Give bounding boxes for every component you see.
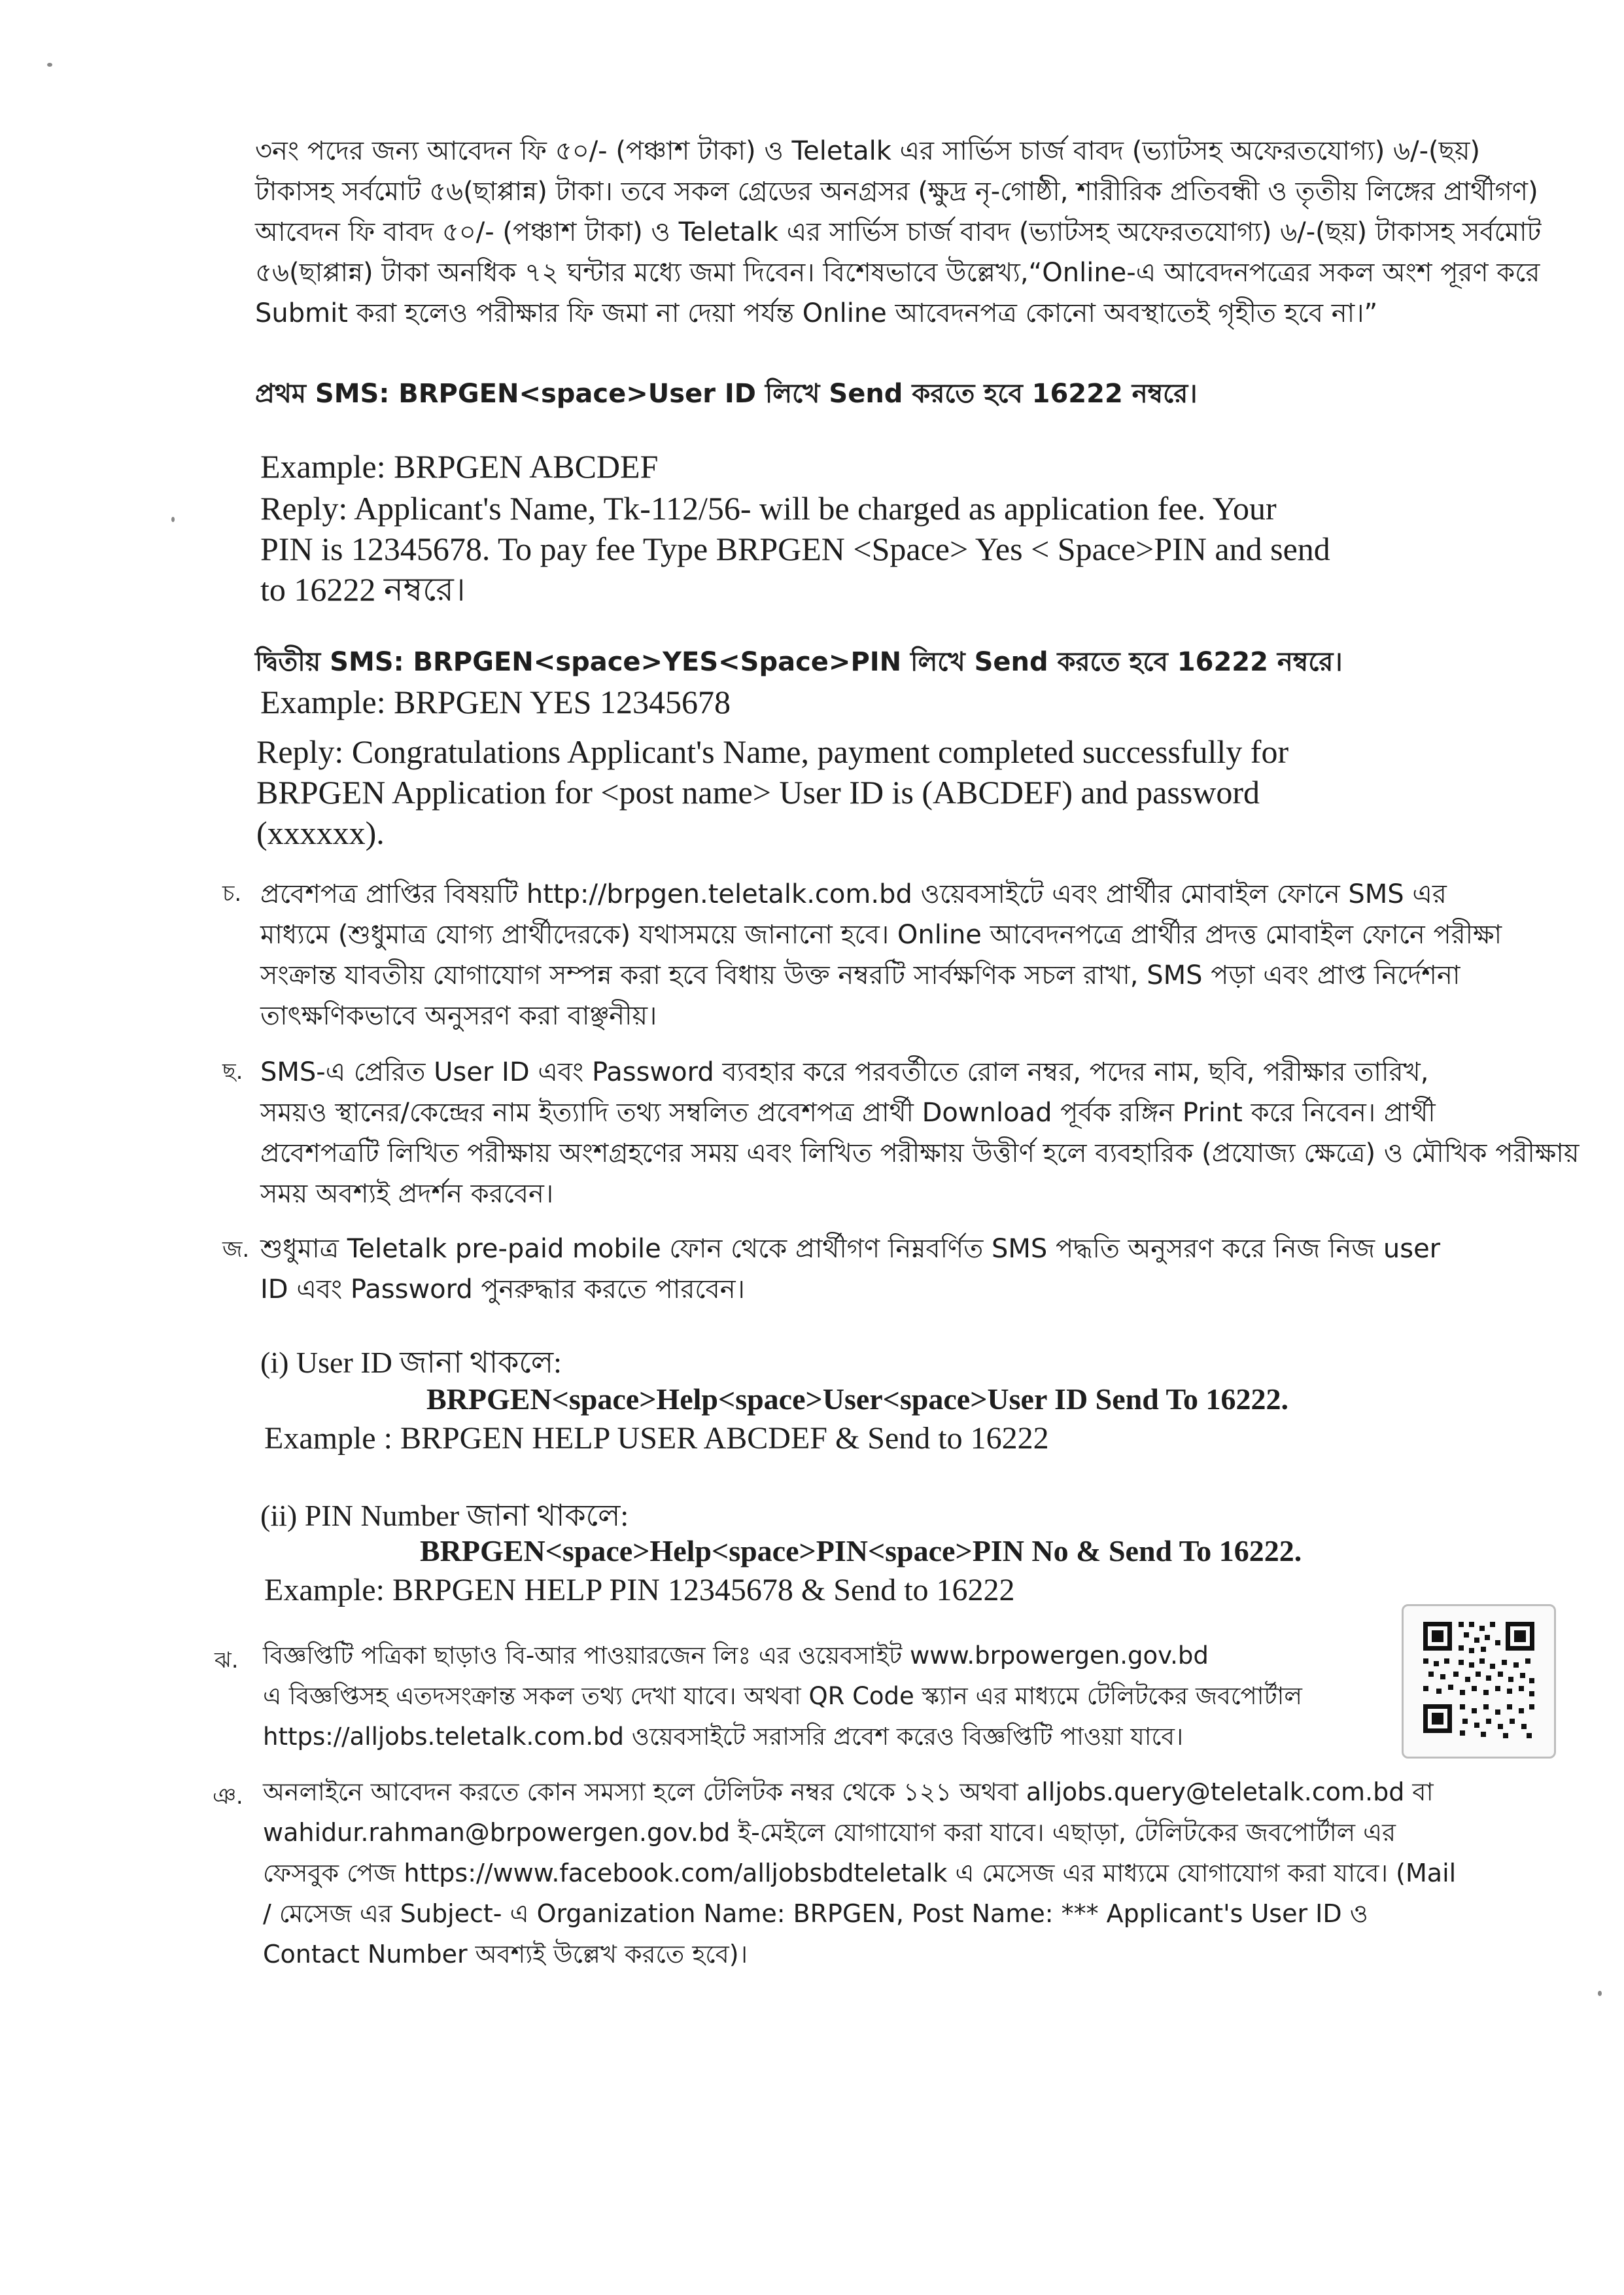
item-cha-line: সংক্রান্ত যাবতীয় যোগাযোগ সম্পন্ন করা হবে বিধায় উক্ত নম্বরটি সার্বক্ষণিক সচল রাখা, SMS পড়া এবং প্রাপ্ত নির্দেশনা: [260, 960, 1460, 990]
intro-line: ৫৬(ছাপ্পান্ন) টাকা অনধিক ৭২ ঘন্টার মধ্যে জমা দিবেন। বিশেষভাবে উল্লেখ্য,“Online-এ আবেদনপত্রের সকল অংশ পূরণ করে: [255, 258, 1540, 288]
sms1-reply: [260, 488, 1330, 610]
intro-line: ৩নং পদের জন্য আবেদন ফি ৫০/- (পঞ্চাশ টাকা) ও Teletalk এর সার্ভিস চার্জ বাবদ (ভ্যাটসহ অফেরতযোগ্য) ৬/-(ছয়): [255, 136, 1481, 166]
item-chha-text: [260, 1052, 1580, 1214]
intro-line: Submit করা হলেও পরীক্ষার ফি জমা না দেয়া পর্যন্ত Online আবেদনপত্র কোনো অবস্থাতেই গৃহীত হবে না।”: [255, 298, 1378, 328]
ja-sub1-label: (i) User ID জানা থাকলে:: [260, 1346, 562, 1379]
item-nya-line: অনলাইনে আবেদন করতে কোন সমস্যা হলে টেলিটক নম্বর থেকে ১২১ অথবা alljobs.query@teletalk.com.bd বা: [263, 1778, 1434, 1806]
sms1-reply-line: PIN is 12345678. To pay fee Type BRPGEN <Space> Yes < Space>PIN and send: [260, 531, 1330, 567]
sms1-reply-line: Reply: Applicant's Name, Tk-112/56- will be charged as application fee. Your: [260, 490, 1277, 527]
item-marker-jha: ঝ.: [215, 1647, 239, 1673]
item-nya-line: ফেসবুক পেজ https://www.facebook.com/alljobsbdteletalk এ মেসেজ এর মাধ্যমে যোগাযোগ করা যাবে। (Mail: [263, 1859, 1457, 1887]
sms1-reply-line: to 16222 নম্বরে।: [260, 571, 466, 608]
item-cha-line: মাধ্যমে (শুধুমাত্র যোগ্য প্রার্থীদেরকে) যথাসময়ে জানানো হবে। Online আবেদনপত্রে প্রার্থীর প্রদত্ত মোবাইল ফোনে পরীক্ষা: [260, 920, 1502, 950]
item-jha-line: https://alljobs.teletalk.com.bd ওয়েবসাইটে সরাসরি প্রবেশ করেও বিজ্ঞপ্তিটি পাওয়া যাবে।: [263, 1723, 1184, 1751]
sms2-reply-line: (xxxxxx).: [256, 815, 385, 851]
item-nya-line: Contact Number অবশ্যই উল্লেখ করতে হবে)।: [263, 1940, 748, 1969]
item-cha-line: প্রবেশপত্র প্রাপ্তির বিষয়টি http://brpgen.teletalk.com.bd ওয়েবসাইটে এবং প্রার্থীর মোবাইল ফোনে SMS এর: [260, 879, 1447, 909]
item-ja-text: [260, 1229, 1552, 1310]
item-marker-nya: ঞ.: [213, 1783, 243, 1810]
ja-sub1-command: BRPGEN<space>Help<space>User<space>User ID Send To 16222.: [426, 1382, 1288, 1416]
item-chha-line: SMS-এ প্রেরিত User ID এবং Password ব্যবহার করে পরবর্তীতে রোল নম্বর, পদের নাম, ছবি, পরীক্ষার তারিখ,: [260, 1057, 1429, 1087]
sms2-heading: দ্বিতীয় SMS: BRPGEN<space>YES<Space>PIN লিখে Send করতে হবে 16222 নম্বরে।: [255, 647, 1343, 677]
item-jha-line: বিজ্ঞপ্তিটি পত্রিকা ছাড়াও বি-আর পাওয়ারজেন লিঃ এর ওয়েবসাইট www.brpowergen.gov.bd: [263, 1641, 1209, 1670]
item-ja-line: শুধুমাত্র Teletalk pre-paid mobile ফোন থেকে প্রার্থীগণ নিম্নবর্ণিত SMS পদ্ধতি অনুসরণ করে নিজ নিজ user: [260, 1234, 1441, 1264]
item-jha-text: [263, 1636, 1302, 1757]
scan-speck: [1598, 1991, 1602, 1996]
item-chha-line: সময় অবশ্যই প্রদর্শন করবেন।: [260, 1179, 554, 1209]
qr-code: [1402, 1604, 1556, 1759]
sms1-example: Example: BRPGEN ABCDEF: [260, 448, 659, 485]
ja-sub2-command: BRPGEN<space>Help<space>PIN<space>PIN No & Send To 16222.: [420, 1534, 1302, 1568]
sms2-reply-line: Reply: Congratulations Applicant's Name, payment completed successfully for: [256, 733, 1289, 770]
ja-sub1-example: Example : BRPGEN HELP USER ABCDEF & Send to 16222: [264, 1421, 1049, 1456]
intro-paragraph: [255, 131, 1550, 334]
qr-code-icon: [1404, 1606, 1554, 1757]
item-nya-text: [263, 1772, 1456, 1974]
sms2-reply: [256, 731, 1288, 853]
sms2-reply-line: BRPGEN Application for <post name> User ID is (ABCDEF) and password: [256, 774, 1260, 811]
intro-line: আবেদন ফি বাবদ ৫০/- (পঞ্চাশ টাকা) ও Teletalk এর সার্ভিস চার্জ বাবদ (ভ্যাটসহ অফেরতযোগ্য) ৬/-(ছয়) টাকাসহ সর্বমোট: [255, 217, 1542, 247]
ja-sub2-label: (ii) PIN Number জানা থাকলে:: [260, 1499, 629, 1532]
item-cha-line: তাৎক্ষণিকভাবে অনুসরণ করা বাঞ্ছনীয়।: [260, 1001, 657, 1031]
item-marker-cha: চ.: [222, 881, 242, 907]
item-nya-line: / মেসেজ এর Subject- এ Organization Name: BRPGEN, Post Name: *** Applicant's User ID ও: [263, 1899, 1368, 1928]
sms1-heading: প্রথম SMS: BRPGEN<space>User ID লিখে Send করতে হবে 16222 নম্বরে।: [255, 379, 1198, 409]
scan-speck: [171, 517, 175, 522]
ja-sub2-example: Example: BRPGEN HELP PIN 12345678 & Send to 16222: [264, 1573, 1015, 1607]
item-chha-line: সময়ও স্থানের/কেন্দ্রের নাম ইত্যাদি তথ্য সম্বলিত প্রবেশপত্র প্রার্থী Download পূর্বক রঙ্গিন Print করে নিবেন। প্রার্থী: [260, 1098, 1436, 1128]
sms2-example: Example: BRPGEN YES 12345678: [260, 684, 731, 720]
item-marker-ja: জ.: [222, 1236, 250, 1263]
intro-line: টাকাসহ সর্বমোট ৫৬(ছাপ্পান্ন) টাকা। তবে সকল গ্রেডের অনগ্রসর (ক্ষুদ্র নৃ-গোষ্ঠী, শারীরিক প্রতিবন্ধী ও তৃতীয় লিঙ্গের প্রার্থীগণ): [255, 177, 1538, 207]
scan-speck: [47, 63, 52, 67]
item-chha-line: প্রবেশপত্রটি লিখিত পরীক্ষায় অংশগ্রহণের সময় এবং লিখিত পরীক্ষায় উত্তীর্ণ হলে ব্যবহারিক (প্রযোজ্য ক্ষেত্রে) ও মৌখিক পরীক্ষায়: [260, 1138, 1580, 1168]
item-nya-line: wahidur.rahman@brpowergen.gov.bd ই-মেইলে যোগাযোগ করা যাবে। এছাড়া, টেলিটকের জবপোর্টাল এর: [263, 1818, 1396, 1847]
item-cha-text: [260, 874, 1552, 1036]
item-jha-line: এ বিজ্ঞপ্তিসহ এতদসংক্রান্ত সকল তথ্য দেখা যাবে। অথবা QR Code স্ক্যান এর মাধ্যমে টেলিটকের জবপোর্টাল: [263, 1682, 1302, 1710]
item-ja-line: ID এবং Password পুনরুদ্ধার করতে পারবেন।: [260, 1274, 745, 1305]
item-marker-chha: ছ.: [222, 1059, 243, 1085]
